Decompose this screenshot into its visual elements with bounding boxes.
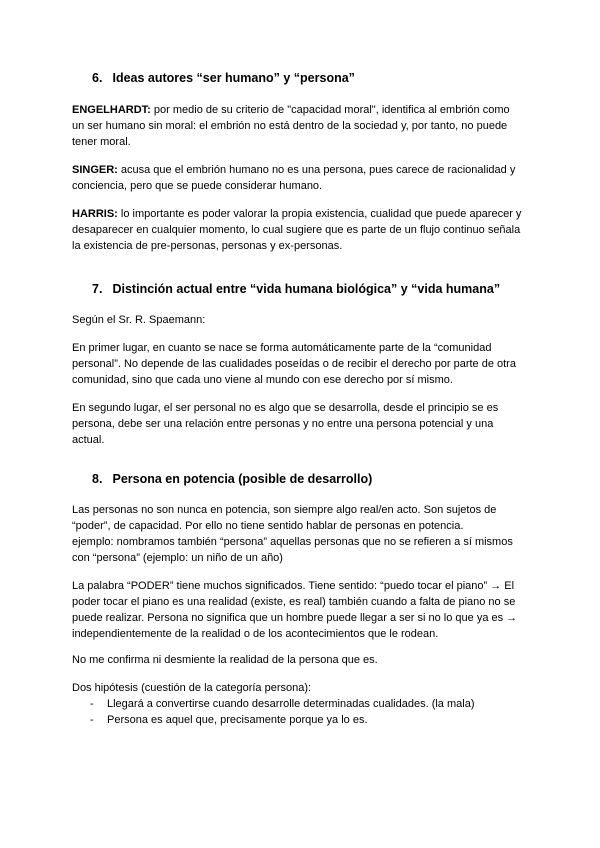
text-line: independientemente de la realidad o de los acontecimientos que le rodean. [72,628,439,640]
section-8-paragraph-2 [72,578,542,642]
bullet-dash: - [90,698,94,710]
text-line: ejemplo: nombramos también “persona” aquellas personas que no se refieren a sí mismos [72,536,513,548]
text-line: personal”. No depende de las cualidades poseídas o de recibir el derecho por parte de otra [72,358,516,370]
author-harris [72,206,542,254]
author-text-line: por medio de su criterio de "capacidad moral", identifica al embrión como [150,104,510,116]
text-line: comunidad, sino que cada uno viene al mundo con ese derecho por sí mismo. [72,374,453,386]
author-text-line: acusa que el embrión humano no es una persona, pues carece de racionalidad y [117,164,516,176]
text-line: poder tocar el piano es una realidad (existe, es real) también cuando a falta de piano no se [72,596,516,608]
text-line: actual. [72,434,105,446]
hypotheses-intro: Dos hipótesis (cuestión de la categoría persona): [72,682,312,694]
section-7-intro: Según el Sr. R. Spaemann: [72,314,206,326]
text-line: La palabra “PODER” tiene muchos significados. Tiene sentido: “puedo tocar el piano” → El [72,580,515,592]
author-text-line: lo importante es poder valorar la propia existencia, cualidad que puede aparecer y [117,208,522,220]
author-name: SINGER: [72,164,118,176]
author-text-line: tener moral. [72,136,131,148]
list-item [72,712,542,728]
text-line: persona, debe ser una relación entre personas y no entre una persona potencial y una [72,418,494,430]
text-line: puede realizar. Persona no significa que un hombre puede llegar a ser si no lo que ya es → [72,612,518,624]
author-name: ENGELHARDT [72,104,148,116]
section-7-heading [92,280,500,298]
author-engelhardt [72,102,542,150]
section-number: 8. [92,472,103,486]
section-title: Ideas autores “ser humano” y “persona” [112,71,355,85]
section-title: Persona en potencia (posible de desarrollo) [112,472,373,486]
text-line: En segundo lugar, el ser personal no es algo que se desarrolla, desde el principio se es [72,402,499,414]
bullet-dash: - [90,714,94,726]
author-name: HARRIS: [72,208,118,220]
author-singer [72,162,542,194]
section-number: 6. [92,71,103,85]
section-title: Distinción actual entre “vida humana biológica” y “vida humana” [112,282,501,296]
author-text-line: conciencia, pero que se puede considerar humano. [72,180,323,192]
text-line: “poder”, de capacidad. Por ello no tiene sentido hablar de personas en potencia. [72,520,464,532]
text-line: Las personas no son nunca en potencia, son siempre algo real/en acto. Son sujetos de [72,504,497,516]
list-item [72,696,542,712]
section-number: 7. [92,282,103,296]
text-line: con “persona” (ejemplo: un niño de un año) [72,552,283,564]
author-text-line: desaparecer en cualquier momento, lo cual sugiere que es parte de un flujo continuo señala [72,224,521,236]
section-7-paragraph-1 [72,340,542,388]
section-7-paragraph-2 [72,400,542,448]
text-line: En primer lugar, en cuanto se nace se forma automáticamente parte de la “comunidad [72,342,492,354]
list-item-text: Llegará a convertirse cuando desarrolle determinadas cualidades. (la mala) [107,698,475,710]
section-8-heading [92,470,372,488]
author-text-line: la existencia de pre-personas, personas y ex-personas. [72,240,343,252]
hypotheses-list [72,696,542,728]
section-8-paragraph-3: No me confirma ni desmiente la realidad de la persona que es. [72,654,378,666]
author-text-line: un ser humano sin moral: el embrión no está dentro de la sociedad y, por tanto, no puede [72,120,508,132]
list-item-text: Persona es aquel que, precisamente porque ya lo es. [107,714,368,726]
author-sep: : [147,104,151,116]
section-6-heading [92,69,355,87]
section-8-paragraph-1 [72,502,542,566]
